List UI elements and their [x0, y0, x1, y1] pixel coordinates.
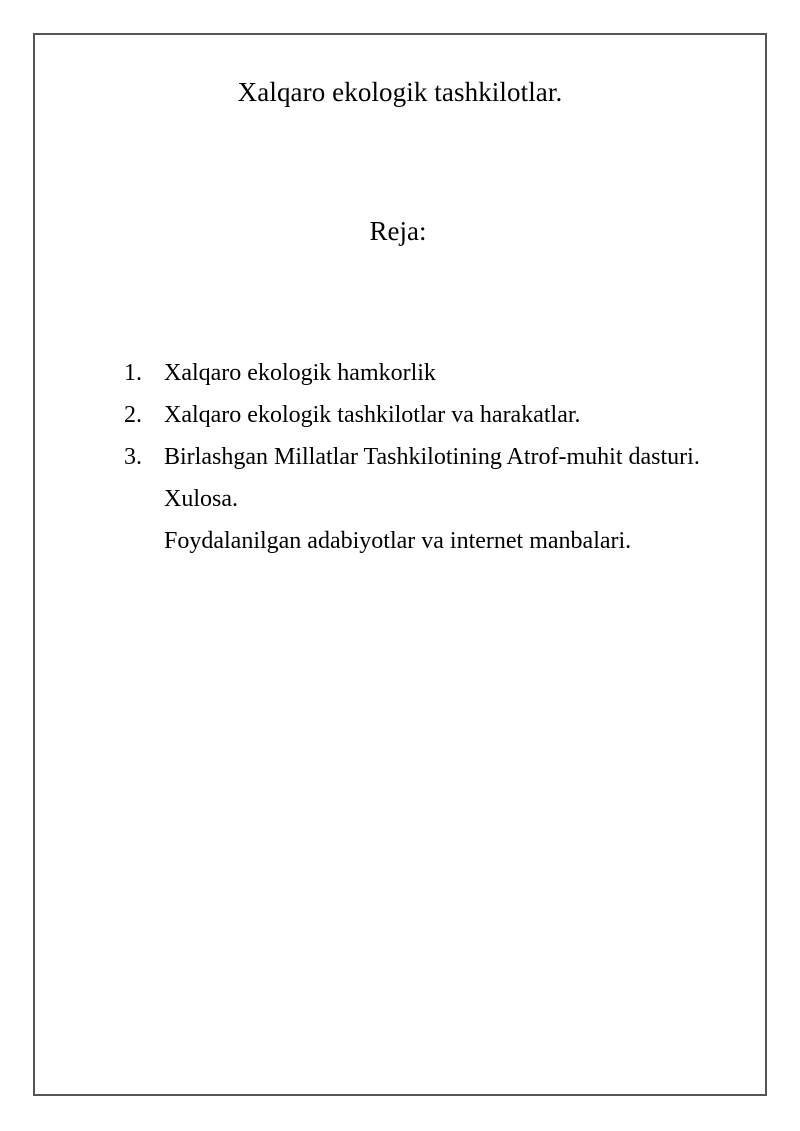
list-item [35, 394, 765, 436]
page-title: Xalqaro ekologik tashkilotlar. [237, 77, 563, 107]
list-item-label: Birlashgan Millatlar Tashkilotining Atrof-muhit dasturi. [164, 444, 700, 470]
list-item-number: 3. [124, 444, 142, 470]
list-item [35, 352, 765, 394]
plan-heading: Reja: [369, 216, 427, 246]
list-item [35, 478, 765, 520]
list-item [35, 520, 765, 562]
document-body [35, 35, 765, 1094]
list-item-number: 2. [124, 402, 142, 428]
list-item-label: Xulosa. [164, 486, 238, 512]
plan-list [35, 352, 765, 562]
list-item-number: 1. [124, 360, 142, 386]
list-item [35, 436, 765, 478]
document-page [33, 33, 767, 1096]
list-item-label: Xalqaro ekologik hamkorlik [164, 360, 436, 386]
list-item-label: Foydalanilgan adabiyotlar va internet manbalari. [164, 528, 632, 554]
list-item-label: Xalqaro ekologik tashkilotlar va harakatlar. [164, 402, 581, 428]
